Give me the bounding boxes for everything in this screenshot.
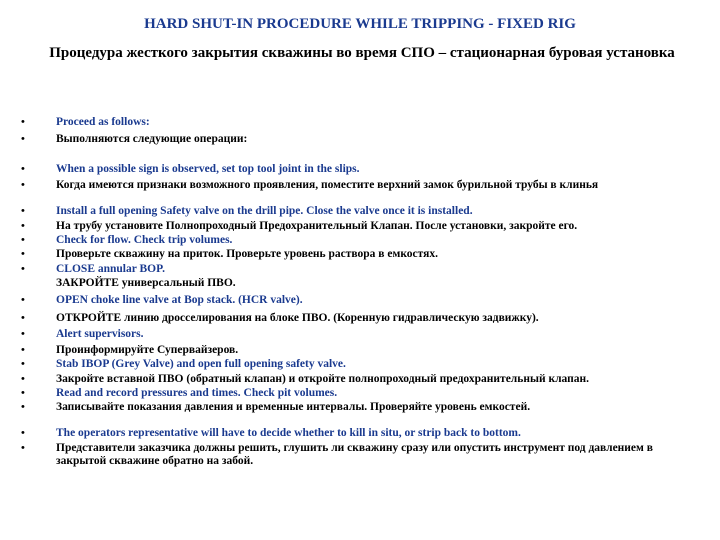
step-text-en: Install a full opening Safety valve on the drill pipe. Close the valve once it is installed.: [56, 205, 473, 217]
bullet-icon: •: [21, 294, 25, 306]
step-text-ru: Проверьте скважину на приток. Проверьте уровень раствора в емкостях.: [56, 248, 439, 260]
bullet-icon: •: [21, 358, 25, 370]
step-text-ru: Выполняются следующие операции:: [56, 133, 248, 145]
bullet-icon: •: [21, 312, 25, 324]
bullet-icon: •: [21, 263, 25, 275]
step-text-en: Read and record pressures and times. Check pit volumes.: [56, 387, 338, 399]
step-text-ru: На трубу установите Полнопроходный Предохранительный Клапан. После установки, закройте его.: [56, 220, 578, 232]
step-text-ru: ЗАКРОЙТЕ универсальный ПВО.: [56, 277, 236, 289]
page-title-ru: Процедура жесткого закрытия скважины во время СПО – стационарная буровая установка: [49, 45, 675, 61]
page-title-en: HARD SHUT-IN PROCEDURE WHILE TRIPPING - FIXED RIG: [144, 16, 576, 32]
bullet-icon: •: [21, 179, 25, 191]
bullet-icon: •: [21, 133, 25, 145]
step-text-en: Proceed as follows:: [56, 116, 150, 128]
bullet-icon: •: [21, 163, 25, 175]
step-text-ru: ОТКРОЙТЕ линию дросселирования на блоке ПВО. (Коренную гидравлическую задвижку).: [56, 312, 539, 324]
bullet-icon: •: [21, 116, 25, 128]
bullet-icon: •: [21, 328, 25, 340]
step-text-en: When a possible sign is observed, set top tool joint in the slips.: [56, 163, 360, 175]
step-text-ru: Закройте вставной ПВО (обратный клапан) и откройте полнопроходный предохранительный клапан.: [56, 373, 589, 385]
bullet-icon: •: [21, 205, 25, 217]
bullet-icon: •: [21, 427, 25, 439]
bullet-icon: •: [21, 373, 25, 385]
step-text-en: Alert supervisors.: [56, 328, 144, 340]
step-text-en: Check for flow. Check trip volumes.: [56, 234, 233, 246]
step-text-ru: Проинформируйте Супервайзеров.: [56, 344, 239, 356]
step-text-en: Stab IBOP (Grey Valve) and open full opening safety valve.: [56, 358, 346, 370]
step-text-ru: Записывайте показания давления и временные интервалы. Проверяйте уровень емкостей.: [56, 401, 531, 413]
step-text-ru: Представители заказчика должны решить, глушить ли скважину сразу или опустить инструмент под давлением в закрытой скважине обратно на забой.: [56, 442, 653, 467]
bullet-icon: •: [21, 401, 25, 413]
bullet-icon: •: [21, 344, 25, 356]
step-text-en: CLOSE annular BOP.: [56, 263, 165, 275]
step-text-en: OPEN choke line valve at Bop stack. (HCR valve).: [56, 294, 303, 306]
bullet-icon: •: [21, 442, 25, 454]
bullet-icon: •: [21, 387, 25, 399]
bullet-icon: •: [21, 248, 25, 260]
bullet-icon: •: [21, 220, 25, 232]
bullet-icon: •: [21, 234, 25, 246]
step-text-en: The operators representative will have to decide whether to kill in situ, or strip back to bottom.: [56, 427, 521, 439]
step-text-ru: Когда имеются признаки возможного проявления, поместите верхний замок бурильной трубы в клинья: [56, 179, 599, 191]
